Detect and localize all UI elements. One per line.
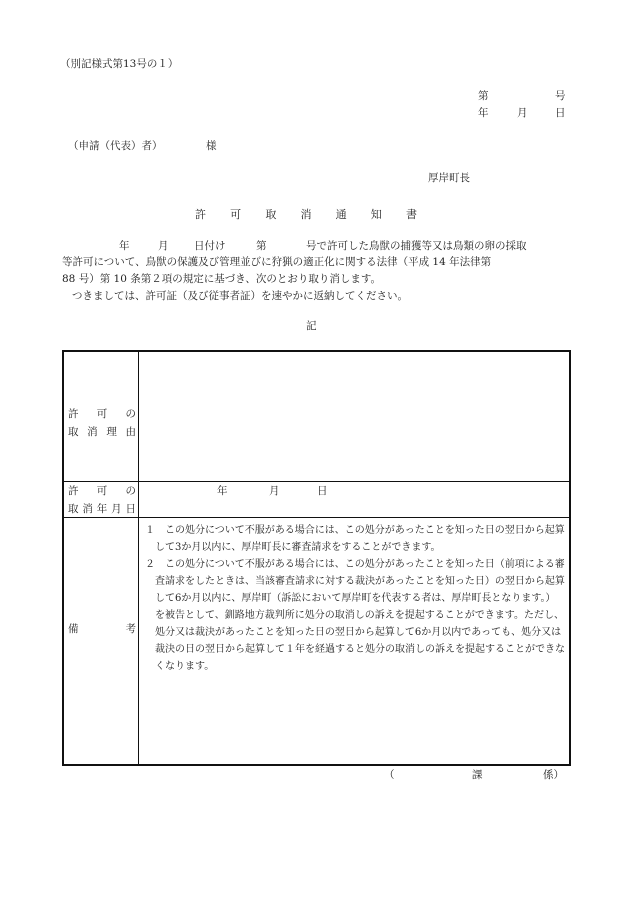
doc-date-month: 月 — [517, 107, 528, 119]
footer-open-paren: （ — [384, 769, 395, 781]
remarks-value-cell — [139, 517, 571, 765]
reason-label: 許 可 の 取 消 理 由 — [68, 408, 136, 438]
table-row-remarks — [63, 517, 570, 765]
body-line1-dai: 第 — [256, 240, 267, 252]
table-row-date — [63, 481, 570, 517]
title-char: 取 — [265, 208, 277, 221]
title-char: 可 — [230, 208, 242, 221]
remarks-note-1: １ この処分について不服がある場合には、この処分があったことを知った日の翌日から起算して3か月以内に、厚岸町長に審査請求をすることができます。 — [145, 524, 565, 553]
date-label: 許 可 の 取 消 年 月 日 — [68, 484, 136, 515]
reason-value-cell[interactable] — [139, 351, 571, 481]
body-text — [62, 254, 572, 305]
remarks-note-2: ２ この処分について不服がある場合には、この処分があったことを知った日（前項による審査請求をしたときは、当該審査請求に対する裁決があったことを知った日）の翌日から起算して6か月以内に、厚岸町（訴訟において厚岸町を代表する者は、厚岸町長となります。）を被告として、釧路地方裁判所に処分の取消しの訴えを提起することができます。ただし、処分又は裁決があったことを知った日の翌日から起算して6か月以内であっても、処分又は裁決の日の翌日から起算して１年を経過すると処分の取消しの訴えを提起することができなくなります。 — [145, 558, 565, 672]
body-line4: つきましては、許可証（及び従事者証）を速やかに返納してください。 — [72, 290, 408, 302]
date-value-month: 月 — [269, 484, 280, 497]
title-char: 通 — [335, 208, 347, 221]
date-value-cell[interactable] — [139, 481, 571, 517]
revocation-table — [62, 350, 571, 766]
doc-date-year: 年 — [478, 107, 489, 119]
body-line2: 等許可について、鳥獣の保護及び管理並びに狩猟の適正化に関する法律（平成 14 年法律第 — [62, 256, 492, 268]
footer-ka: 課 — [472, 769, 483, 781]
footer-kakari: 係） — [543, 769, 564, 781]
ki-heading: 記 — [306, 320, 317, 332]
issuer-name: 厚岸町長 — [428, 172, 470, 184]
addressee-sama: 様 — [206, 140, 217, 152]
remarks-label-cell — [63, 517, 139, 765]
date-value-year: 年 — [217, 484, 228, 497]
date-label-cell — [63, 481, 139, 517]
table-row-reason — [63, 351, 570, 481]
title-char: 書 — [405, 208, 417, 221]
title-char: 許 — [195, 208, 206, 221]
title-char: 知 — [370, 208, 382, 221]
date-value-day: 日 — [317, 484, 328, 497]
body-line1-hizuke: 日付け — [194, 240, 226, 252]
body-line3: 88 号）第 10 条第２項の規定に基づき、次のとおり取り消します。 — [62, 273, 381, 285]
doc-date-day: 日 — [555, 107, 566, 119]
body-line1-nen: 年 — [119, 240, 130, 252]
body-line1-rest: 号で許可した鳥獣の捕獲等又は鳥類の卵の採取 — [306, 240, 527, 252]
body-line1-tsuki: 月 — [158, 240, 169, 252]
remarks-label: 備 考 — [68, 622, 136, 635]
doc-number-dai: 第 — [478, 90, 489, 102]
form-code: （別記様式第13号の１） — [60, 58, 179, 70]
doc-number-go: 号 — [555, 90, 566, 102]
title-char: 消 — [300, 208, 312, 221]
reason-label-cell — [63, 351, 139, 481]
addressee-label: （申請（代表）者） — [68, 140, 163, 152]
document-title — [195, 206, 417, 222]
